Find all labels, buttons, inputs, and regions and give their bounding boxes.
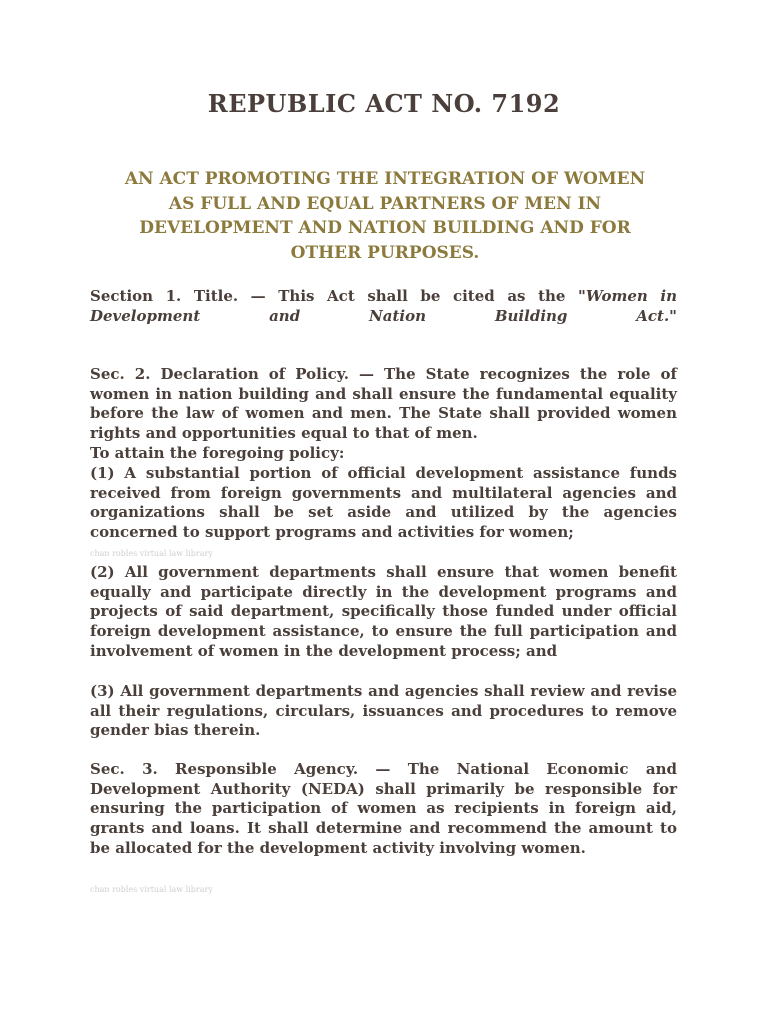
page-title: REPUBLIC ACT NO. 7192 — [207, 89, 561, 118]
section-2-policy: Sec. 2. Declaration of Policy. — The State recognizes the role of women in nation building and shall ensure the fundamental equality before the law of women and men. The State shall provided women rights and opportunities equal to that of men. — [90, 365, 677, 443]
section-2-item-2: (2) All government departments shall ensure that women benefit equally and participate directly in the development programs and projects of said department, specifically those funded under official foreign development assistance, to ensure the full participation and involvement of women in the development process; and — [90, 563, 677, 660]
watermark-text-2: chan robles virtual law library — [90, 885, 213, 894]
section-2-item-3: (3) All government departments and agencies shall review and revise all their regulations, circulars, issuances and procedures to remove gender bias therein. — [90, 682, 677, 740]
subtitle-line-4: OTHER PURPOSES. — [290, 242, 480, 263]
section-2-item-1: (1) A substantial portion of official development assistance funds received from foreign governments and multilateral agencies and organizations shall be set aside and utilized by the agencies concerned to support programs and activities for women; — [90, 464, 677, 542]
subtitle-line-1: AN ACT PROMOTING THE INTEGRATION OF WOMEN — [124, 169, 646, 189]
section-2-foregoing: To attain the foregoing policy: — [90, 444, 345, 462]
section-1 — [90, 287, 677, 326]
section-1-act-name-part-1: "Women in — [578, 287, 677, 305]
act-subtitle — [90, 167, 680, 265]
section-1-lead: Section 1. Title. — This Act shall be cited as the — [90, 287, 566, 305]
watermark-text: chan robles virtual law library — [90, 549, 213, 558]
section-1-line-2 — [90, 307, 677, 327]
subtitle-line-2: AS FULL AND EQUAL PARTNERS OF MEN IN — [168, 193, 602, 214]
section-1-line-1 — [90, 287, 677, 307]
section-3-responsible-agency: Sec. 3. Responsible Agency. — The National Economic and Development Authority (NEDA) shall primarily be responsible for ensuring the participation of women as recipients in foreign aid, grants and loans. It shall determine and recommend the amount to be allocated for the development activity involving women. — [90, 760, 677, 857]
subtitle-line-3: DEVELOPMENT AND NATION BUILDING AND FOR — [139, 218, 631, 238]
section-1-act-name-part-2: Development and Nation Building Act." — [90, 306, 677, 325]
